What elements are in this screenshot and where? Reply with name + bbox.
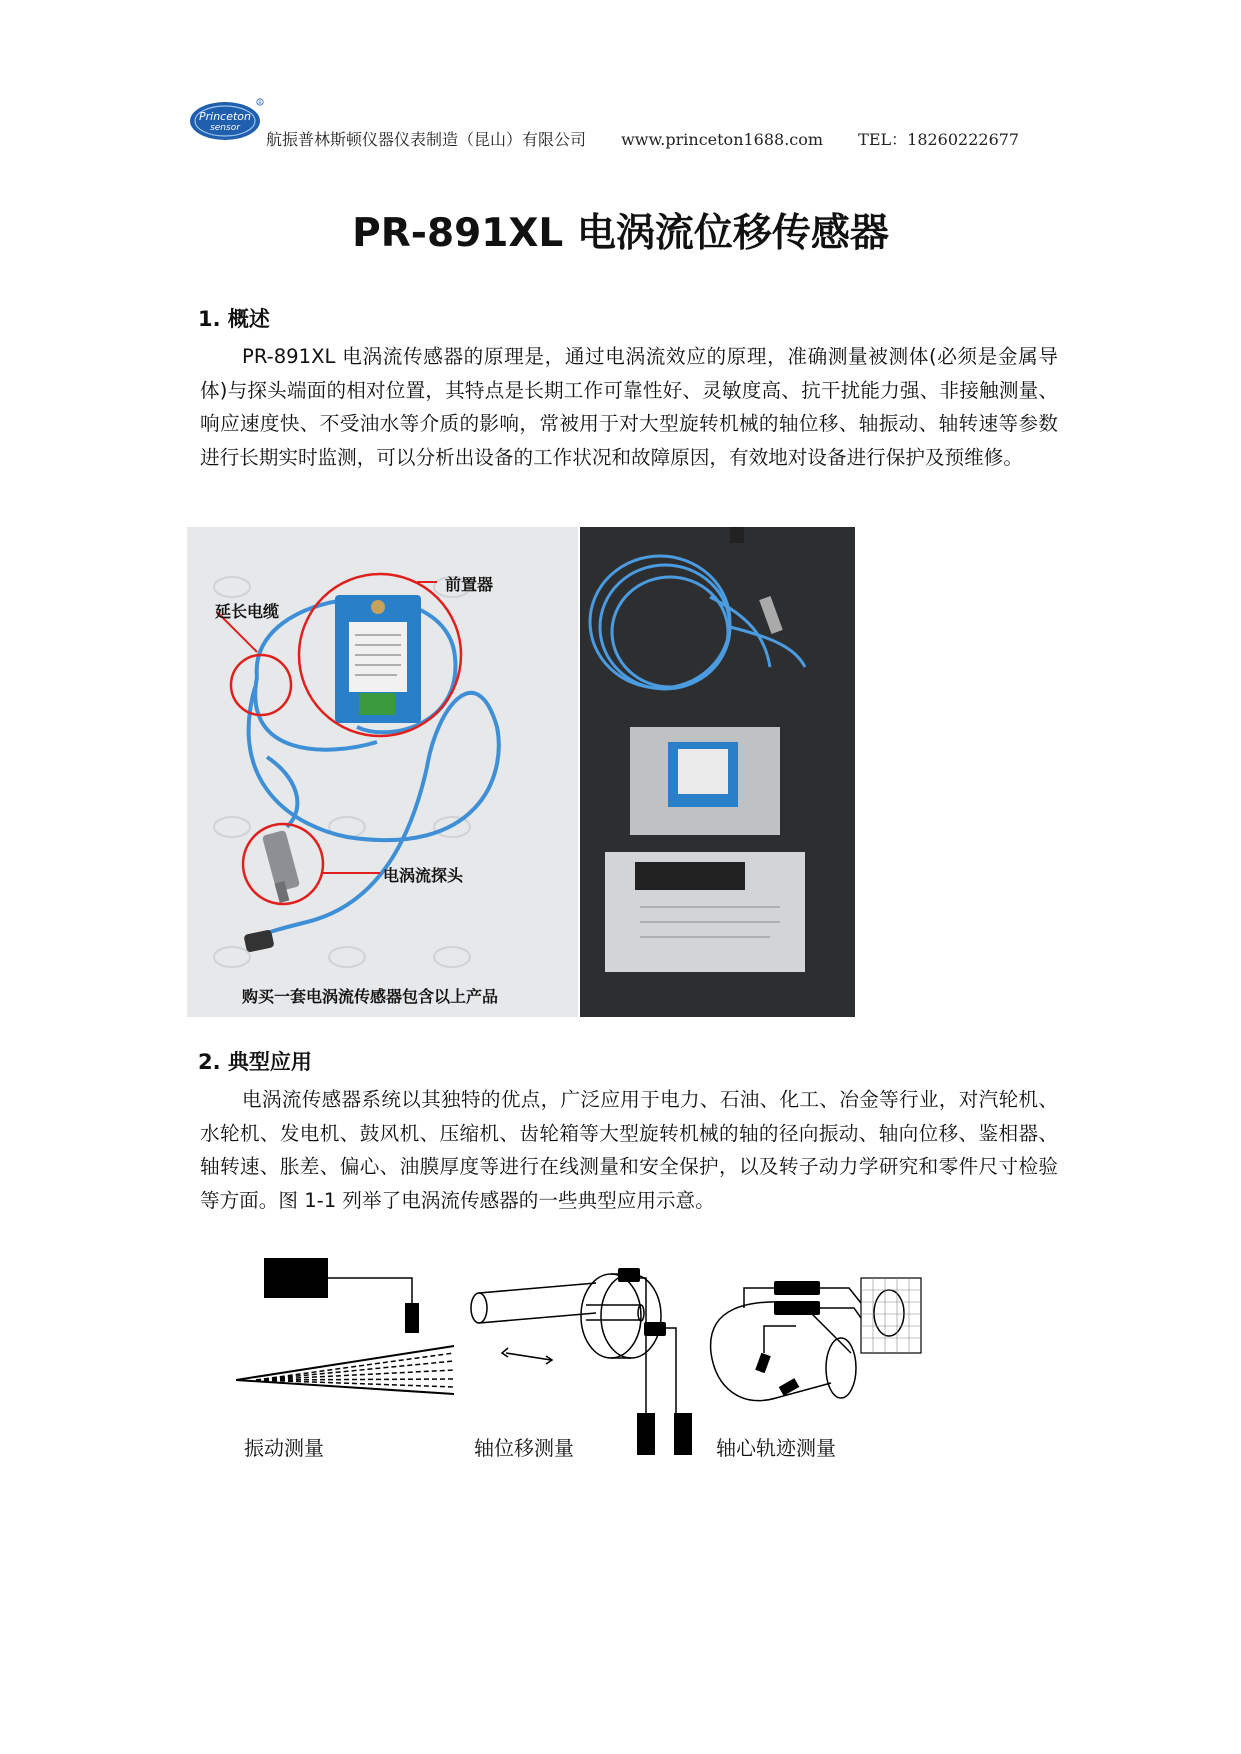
header-info <box>266 127 1019 150</box>
application-diagram <box>236 1258 976 1468</box>
caption-shaft-orbit: 轴心轨迹测量 <box>716 1436 836 1460</box>
shaft-orbit-diagram <box>711 1278 921 1401</box>
section-heading-applications: 2. 典型应用 <box>198 1050 312 1074</box>
svg-text:sensor: sensor <box>210 123 240 133</box>
princeton-logo <box>188 96 266 142</box>
label-extension-cable: 延长电缆 <box>215 602 280 621</box>
photo-left-panel <box>187 527 578 1017</box>
caption-axial-displacement: 轴位移测量 <box>474 1436 574 1460</box>
vibration-diagram <box>236 1258 454 1394</box>
packaged-kit-illustration <box>580 527 855 1017</box>
photo-right-panel <box>580 527 855 1017</box>
label-preamp: 前置器 <box>445 575 494 594</box>
telephone: TEL：18260222677 <box>858 130 1020 149</box>
page-title: PR-891XL 电涡流位移传感器 <box>352 211 889 256</box>
svg-text:Princeton: Princeton <box>198 110 252 123</box>
company-name: 航振普林斯顿仪器仪表制造（昆山）有限公司 <box>266 130 587 149</box>
axial-displacement-diagram <box>471 1274 676 1413</box>
product-photo <box>187 527 855 1017</box>
photo-caption: 购买一套电涡流传感器包含以上产品 <box>242 987 499 1006</box>
caption-vibration: 振动测量 <box>244 1436 324 1460</box>
label-probe: 电涡流探头 <box>383 866 464 885</box>
section-heading-overview: 1. 概述 <box>198 307 270 331</box>
website-link[interactable]: www.princeton1688.com <box>621 130 824 149</box>
overview-paragraph: PR-891XL 电涡流传感器的原理是，通过电涡流效应的原理，准确测量被测体(必须是金属导体)与探头端面的相对位置，其特点是长期工作可靠性好、灵敏度高、抗干扰能力强、非接触测量、响应速度快、不受油水等介质的影响，常被用于对大型旋转机械的轴位移、轴振动、轴转速等参数进行长期实时监测，可以分析出设备的工作状况和故障原因，有效地对设备进行保护及预维修。 <box>200 345 1058 469</box>
svg-text:R: R <box>258 101 262 106</box>
applications-paragraph: 电涡流传感器系统以其独特的优点，广泛应用于电力、石油、化工、冶金等行业，对汽轮机、水轮机、发电机、鼓风机、压缩机、齿轮箱等大型旋转机械的轴的径向振动、轴向位移、鉴相器、轴转速、胀差、偏心、油膜厚度等进行在线测量和安全保护，以及转子动力学研究和零件尺寸检验等方面。图 1-1 列举了电涡流传感器的一些典型应用示意。 <box>200 1088 1058 1212</box>
